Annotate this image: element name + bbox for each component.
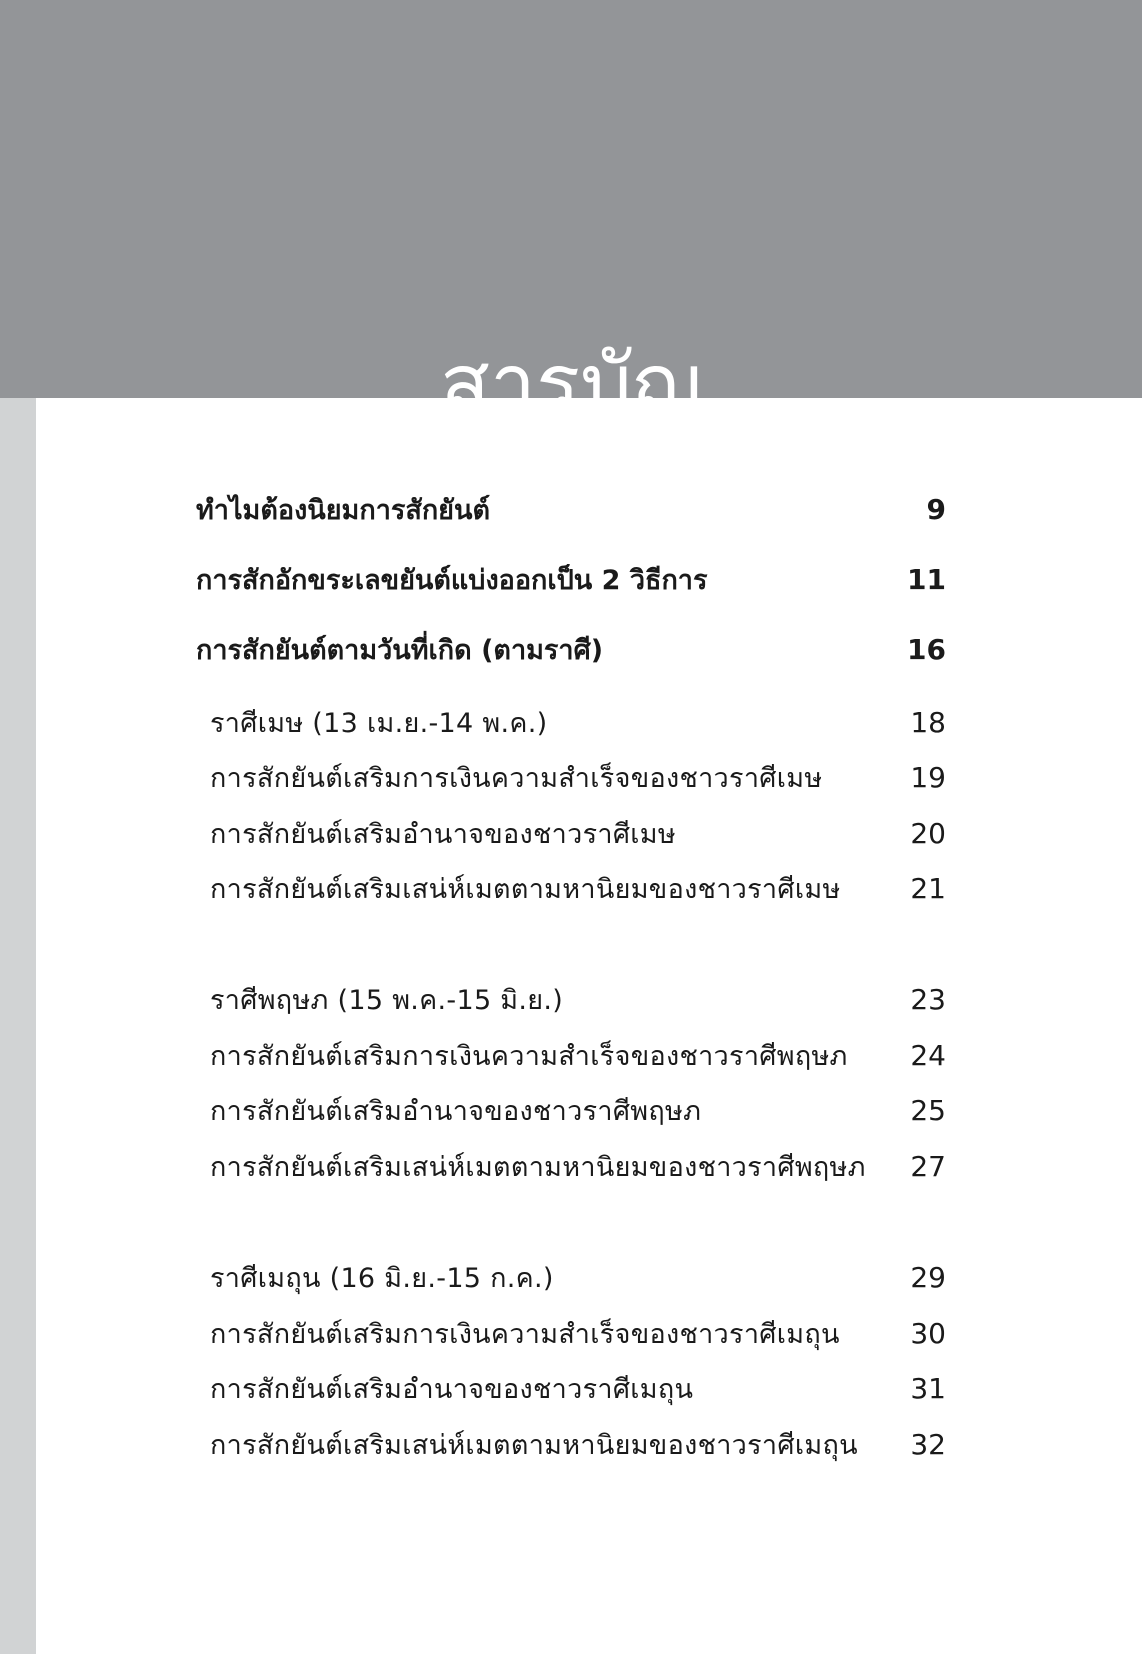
toc-section-label: ราศีพฤษภ (15 พ.ค.-15 มิ.ย.) [210,984,564,1016]
toc-entry-page: 16 [907,632,946,666]
toc-subentry-page: 32 [910,1427,946,1461]
toc-subentry-page: 31 [910,1371,946,1405]
toc-subentry[interactable] [210,1144,946,1188]
toc-subentry-page: 19 [910,760,946,794]
toc-subentry[interactable] [210,1366,946,1410]
toc-subentry-label: การสักยันต์เสริมการเงินความสำเร็จของชาวราศีพฤษภ [210,1040,848,1072]
toc-section-heading[interactable] [210,1255,946,1299]
toc-subentry-label: การสักยันต์เสริมการเงินความสำเร็จของชาวราศีเมษ [210,762,823,794]
toc-section-page: 18 [910,705,946,739]
toc-subentry-page: 25 [910,1093,946,1127]
toc-subentry[interactable] [210,811,946,855]
toc-subentry[interactable] [210,1033,946,1077]
toc-subentry-page: 24 [910,1038,946,1072]
toc-entry[interactable] [196,627,946,671]
toc-entry-label: การสักยันต์ตามวันที่เกิด (ตามราศี) [196,634,604,666]
page-title: สารบัญ [439,336,703,432]
toc-subentry[interactable] [210,1422,946,1466]
toc-subentry-label: การสักยันต์เสริมอำนาจของชาวราศีเมถุน [210,1373,694,1405]
toc-entry-page: 9 [926,492,946,526]
toc-subentry-page: 21 [910,871,946,905]
toc-section-page: 23 [910,982,946,1016]
toc-subentry-label: การสักยันต์เสริมเสน่ห์เมตตามหานิยมของชาวราศีเมษ [210,873,841,905]
toc-entry[interactable] [196,557,946,601]
toc-subentry-page: 20 [910,816,946,850]
toc-entry-label: การสักอักขระเลขยันต์แบ่งออกเป็น 2 วิธีการ [196,564,708,596]
toc-subentry[interactable] [210,1088,946,1132]
toc-subentry-label: การสักยันต์เสริมอำนาจของชาวราศีพฤษภ [210,1095,702,1127]
toc-subentry-label: การสักยันต์เสริมการเงินความสำเร็จของชาวราศีเมถุน [210,1318,840,1350]
toc-section-page: 29 [910,1260,946,1294]
toc-entry[interactable] [196,487,946,531]
toc-entry-label: ทำไมต้องนิยมการสักยันต์ [196,494,490,526]
toc-section-label: ราศีเมถุน (16 มิ.ย.-15 ก.ค.) [210,1262,554,1294]
toc-subentry[interactable] [210,1311,946,1355]
toc-subentry-page: 27 [910,1149,946,1183]
toc-section-heading[interactable] [210,700,946,744]
toc-section-label: ราศีเมษ (13 เม.ย.-14 พ.ค.) [210,707,548,739]
toc-section-heading[interactable] [210,977,946,1021]
toc-subentry[interactable] [210,866,946,910]
toc-subentry-label: การสักยันต์เสริมเสน่ห์เมตตามหานิยมของชาวราศีเมถุน [210,1429,858,1461]
toc-subentry-page: 30 [910,1316,946,1350]
toc-subentry-label: การสักยันต์เสริมเสน่ห์เมตตามหานิยมของชาวราศีพฤษภ [210,1151,866,1183]
toc-subentry[interactable] [210,755,946,799]
toc-subentry-label: การสักยันต์เสริมอำนาจของชาวราศีเมษ [210,818,677,850]
toc-entry-page: 11 [907,562,946,596]
